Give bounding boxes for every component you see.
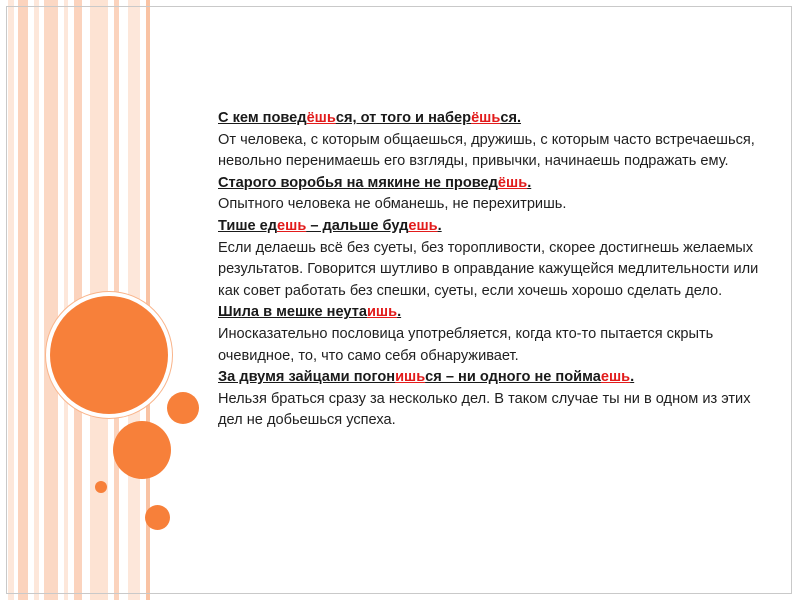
decorative-circle-small xyxy=(167,392,199,424)
proverb-text: Тише ед xyxy=(218,217,278,234)
highlighted-ending: ешь xyxy=(277,217,307,234)
highlighted-ending: ишь xyxy=(395,369,426,386)
highlighted-ending: ёшь xyxy=(497,174,528,191)
proverb-text: Старого воробья на мякине не провед xyxy=(218,174,498,191)
proverb-meaning: Иносказательно пословица употребляется, когда кто-то пытается скрыть очевидное, то, что само себя обнаруживает. xyxy=(218,325,714,364)
proverb-meaning: Опытного человека не обманешь, не перехитришь. xyxy=(218,196,567,213)
proverbs-text xyxy=(218,108,766,432)
highlighted-ending: ёшь xyxy=(471,110,501,126)
proverb-text: . xyxy=(527,174,532,191)
proverb-line xyxy=(218,302,766,324)
proverb-text: . xyxy=(437,217,442,234)
proverb-text: – дальше буд xyxy=(306,217,409,234)
proverb-meaning: От человека, с которым общаешься, дружишь, с которым часто встречаешься, невольно перенимаешь его взгляды, привычки, начинаешь подражать ему. xyxy=(218,131,755,170)
proverb-meaning: Если делаешь всё без суеты, без торопливости, скорее достигнешь желаемых результатов. Говорится шутливо в оправдание кажущейся медлительности или как совет работать без спешки, суеты, если хочешь хорошо сделать дело. xyxy=(218,239,759,299)
decorative-circle-large xyxy=(50,296,168,414)
proverb-line xyxy=(218,216,766,238)
highlighted-ending: ишь xyxy=(366,304,398,321)
proverb-text: ся, от того и набер xyxy=(335,110,472,126)
decorative-circle-tiny xyxy=(95,481,107,493)
proverb-line xyxy=(218,173,766,195)
proverb-text: С кем повед xyxy=(218,110,307,126)
highlighted-ending: ешь xyxy=(408,217,438,234)
highlighted-ending: ёшь xyxy=(306,110,336,126)
proverb-text: ся – ни одного не пойма xyxy=(425,369,601,386)
decorative-circle-medium xyxy=(113,421,171,479)
decorative-circle-small xyxy=(145,505,170,530)
proverb-line xyxy=(218,108,766,130)
proverb-meaning: Нельзя браться сразу за несколько дел. В таком случае ты ни в одном из этих дел не добьешься успеха. xyxy=(218,390,751,429)
proverb-text: . xyxy=(630,369,635,386)
proverb-text: . xyxy=(397,304,402,321)
highlighted-ending: ешь xyxy=(600,369,631,386)
proverb-text: ся. xyxy=(500,110,522,126)
proverb-text: Шила в мешке неута xyxy=(218,304,367,321)
proverb-text: За двумя зайцами погон xyxy=(218,369,396,386)
proverb-line xyxy=(218,367,766,389)
